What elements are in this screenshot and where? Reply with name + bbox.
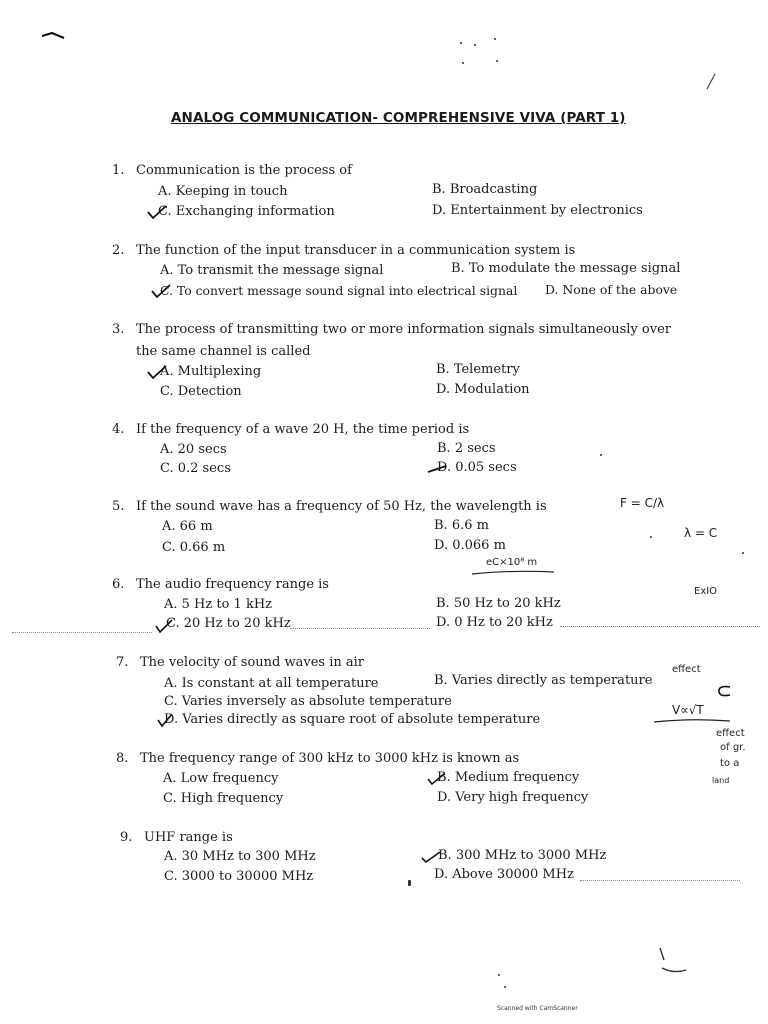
option-b: B. To modulate the message signal <box>451 261 681 276</box>
option-c: C. 0.2 secs <box>160 461 231 476</box>
question-text: If the sound wave has a frequency of 50 Hz, the wavelength is <box>136 499 547 514</box>
scan-speck <box>600 454 602 456</box>
option-a: A. Multiplexing <box>160 364 262 379</box>
question-text: The velocity of sound waves in air <box>140 655 365 670</box>
handwritten-note: effect <box>672 664 701 675</box>
scanner-watermark: Scanned with CamScanner <box>497 1005 578 1012</box>
handwritten-note: of gr. <box>720 742 746 753</box>
underline-mark-icon <box>470 568 556 578</box>
option-c: C. High frequency <box>163 791 284 806</box>
checkmark-icon <box>426 462 448 476</box>
question-text: UHF range is <box>144 830 233 845</box>
option-b: B. 50 Hz to 20 kHz <box>436 596 561 611</box>
question-number: 2. <box>112 243 125 258</box>
pen-mark-icon <box>40 28 66 42</box>
option-d: D. None of the above <box>545 282 678 297</box>
option-c: C. Detection <box>160 384 242 399</box>
option-b: B. Broadcasting <box>432 182 538 197</box>
option-a: A. 30 MHz to 300 MHz <box>164 849 316 864</box>
question-text: The audio frequency range is <box>136 577 329 592</box>
handwritten-note: V∝√T <box>672 703 704 717</box>
scan-speck <box>498 974 500 976</box>
scan-speck <box>462 62 464 64</box>
option-a: A. Keeping in touch <box>158 184 288 199</box>
scan-speck <box>460 42 462 44</box>
question-number: 3. <box>112 322 125 337</box>
question-text: The function of the input transducer in a communication system is <box>136 243 576 258</box>
proportional-symbol-icon <box>716 684 732 698</box>
question-number: 7. <box>116 655 129 670</box>
scan-speck <box>494 38 496 40</box>
option-c: C. 3000 to 30000 MHz <box>164 869 314 884</box>
option-b: B. 300 MHz to 3000 MHz <box>438 848 607 863</box>
dotted-line <box>560 626 760 627</box>
question-text: If the frequency of a wave 20 H, the time period is <box>136 422 470 437</box>
checkmark-icon <box>150 283 172 299</box>
dotted-line <box>12 632 152 633</box>
page-title: ANALOG COMMUNICATION- COMPREHENSIVE VIVA (PART 1) <box>171 110 626 126</box>
question-text: The frequency range of 300 kHz to 3000 kHz is known as <box>140 751 520 766</box>
option-a: A. Is constant at all temperature <box>164 676 379 691</box>
question-number: 9. <box>120 830 133 845</box>
question-text: The process of transmitting two or more information signals simultaneously over <box>136 322 671 337</box>
handwritten-formula: λ = C <box>684 526 718 540</box>
scan-speck <box>474 44 476 46</box>
option-d: D. Above 30000 MHz <box>434 867 574 882</box>
question-number: 1. <box>112 163 125 178</box>
dotted-line <box>580 880 740 881</box>
option-c: C. To convert message sound signal into electrical signal <box>160 283 518 298</box>
question-text: Communication is the process of <box>136 163 352 178</box>
question-number: 5. <box>112 499 125 514</box>
option-d: D. 0 Hz to 20 kHz <box>436 615 553 630</box>
handwritten-note: to a <box>720 758 740 769</box>
option-d: D. 0.066 m <box>434 538 506 553</box>
option-c: C. Exchanging information <box>158 204 335 219</box>
question-number: 8. <box>116 751 129 766</box>
option-b: B. 6.6 m <box>434 518 489 533</box>
handwritten-note: ExIO <box>694 586 718 597</box>
question-number: 4. <box>112 422 125 437</box>
option-b: B. Medium frequency <box>437 770 580 785</box>
handwritten-formula: F = C/λ <box>620 496 665 510</box>
option-a: A. To transmit the message signal <box>160 263 384 278</box>
pen-mark-icon <box>704 72 718 92</box>
scan-speck <box>742 552 744 554</box>
question-number: 6. <box>112 577 125 592</box>
option-d: D. Entertainment by electronics <box>432 203 643 218</box>
scan-speck <box>408 880 411 886</box>
option-c: C. 20 Hz to 20 kHz <box>166 616 291 631</box>
dotted-line <box>290 628 430 629</box>
option-a: A. 5 Hz to 1 kHz <box>164 597 273 612</box>
handwritten-note: eC×10⁸ m <box>486 557 538 568</box>
handwritten-note: effect <box>716 728 745 739</box>
option-b: B. Telemetry <box>436 362 520 377</box>
checkmark-icon <box>156 712 174 728</box>
option-a: A. 66 m <box>162 519 213 534</box>
question-text: the same channel is called <box>136 344 311 359</box>
checkmark-icon <box>426 772 446 786</box>
option-a: A. Low frequency <box>163 771 279 786</box>
checkmark-icon <box>146 204 168 220</box>
option-a: A. 20 secs <box>160 442 227 457</box>
scan-speck <box>496 60 498 62</box>
option-c: C. Varies inversely as absolute temperature <box>164 694 452 709</box>
option-d: D. Modulation <box>436 382 530 397</box>
checkmark-icon <box>154 618 174 634</box>
option-d: D. Varies directly as square root of absolute temperature <box>164 712 541 727</box>
checkmark-icon <box>146 364 168 380</box>
handwritten-note: land <box>712 776 730 785</box>
option-d: D. 0.05 secs <box>437 460 517 475</box>
option-b: B. Varies directly as temperature <box>434 673 653 688</box>
scan-speck <box>650 536 652 538</box>
option-d: D. Very high frequency <box>437 790 589 805</box>
checkmark-icon <box>420 850 442 864</box>
pen-mark-icon <box>654 946 688 976</box>
underline-mark-icon <box>652 716 732 726</box>
option-c: C. 0.66 m <box>162 540 226 555</box>
scan-speck <box>504 986 506 988</box>
option-b: B. 2 secs <box>437 441 496 456</box>
